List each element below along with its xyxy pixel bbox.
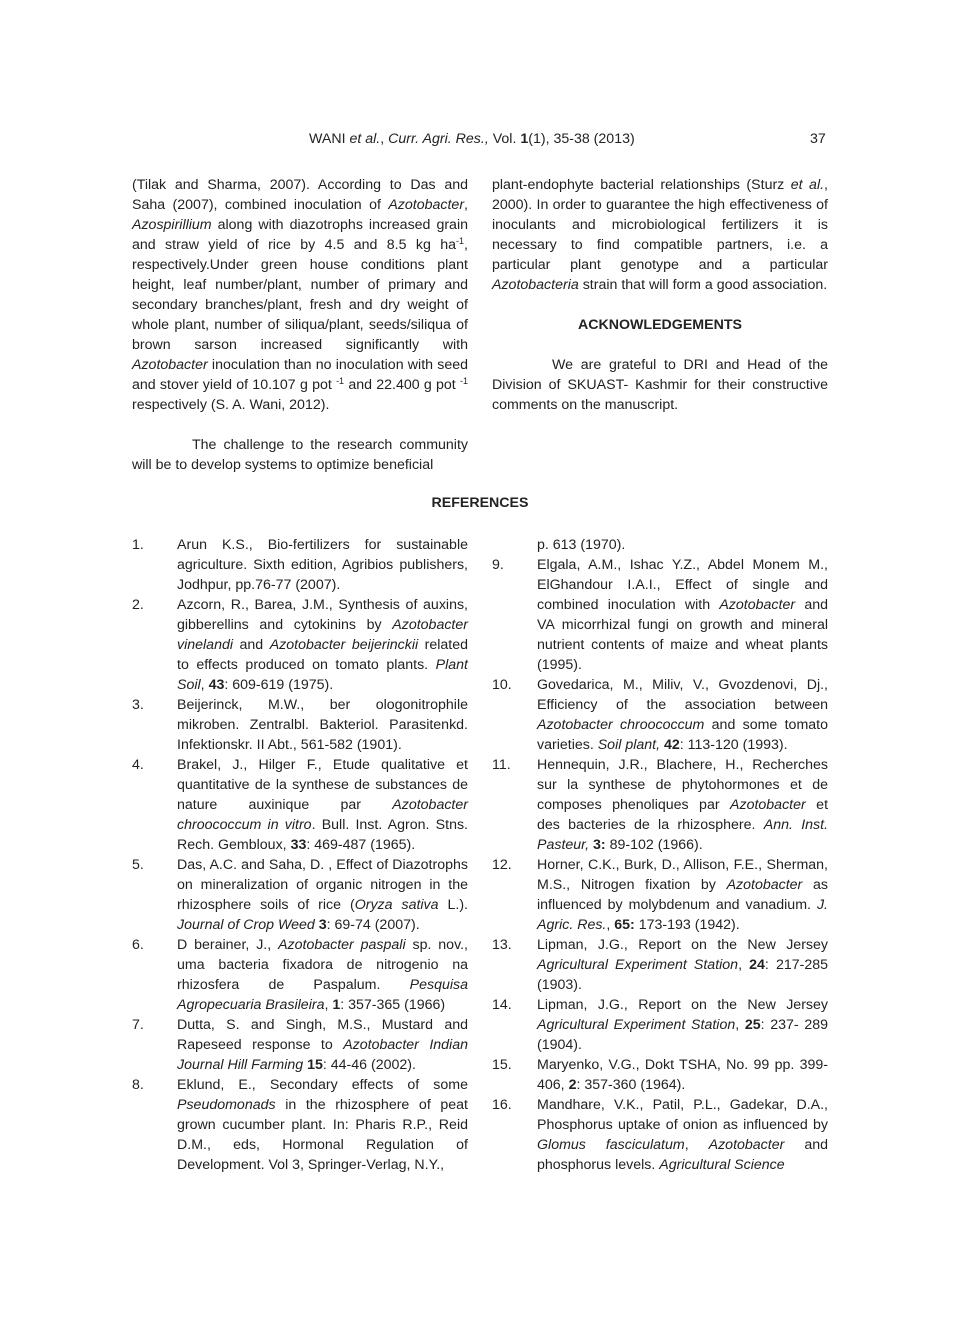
acknowledgements-text: We are grateful to DRI and Head of the Division of SKUAST- Kashmir for their constructive comments on the manuscript. (492, 357, 828, 413)
reference-text: Brakel, J., Hilger F., Etude qualitative et quantitative de la synthese de substances de nature auxinique par Azotobacter chroococcum in vitro. Bull. Inst. Agron. Stns. Rech. Gembloux, 33: 469-487 (1965). (177, 757, 468, 853)
reference-number: 15. (492, 1057, 512, 1073)
reference-text: Horner, C.K., Burk, D., Allison, F.E., Sherman, M.S., Nitrogen fixation by Azotobacter as influenced by molybdenum and vanadium. J. Agric. Res., 65: 173-193 (1942). (537, 857, 828, 933)
reference-continuation: p. 613 (1970). (537, 537, 626, 553)
reference-number: 13. (492, 937, 512, 953)
reference-item (132, 1015, 468, 1075)
reference-number: 6. (132, 937, 144, 953)
reference-item (132, 695, 468, 755)
reference-text: Elgala, A.M., Ishac Y.Z., Abdel Monem M., ElGhandour I.A.I., Effect of single and combined inoculation with Azotobacter and VA micorrhizal fungi on growth and mineral nutrient contents of maize and wheat plants (1995). (537, 557, 828, 673)
reference-text: Lipman, J.G., Report on the New Jersey Agricultural Experiment Station, 25: 237- 289 (1904). (537, 997, 828, 1053)
reference-item (492, 675, 828, 755)
reference-number: 4. (132, 757, 144, 773)
reference-text: Das, A.C. and Saha, D. , Effect of Diazotrophs on mineralization of organic nitrogen in the rhizosphere soils of rice (Oryza sativa L.). Journal of Crop Weed 3: 69-74 (2007). (177, 857, 468, 933)
journal-citation: WANI et al., Curr. Agri. Res., Vol. 1(1), 35-38 (2013) (309, 131, 635, 147)
acknowledgements-heading: ACKNOWLEDGEMENTS (578, 317, 742, 333)
reference-number: 1. (132, 537, 144, 553)
reference-text: Beijerinck, M.W., ber ologonitrophile mikroben. Zentralbl. Bakteriol. Parasitenkd. Infektionskr. II Abt., 561-582 (1901). (177, 697, 468, 753)
reference-text: Azcorn, R., Barea, J.M., Synthesis of auxins, gibberellins and cytokinins by Azotobacter vinelandi and Azotobacter beijerinckii related to effects produced on tomato plants. Plant Soil, 43: 609-619 (1975). (177, 597, 468, 693)
reference-text: Hennequin, J.R., Blachere, H., Recherches sur la synthese de phytohormones et de composes phenoliques par Azotobacter et des bacteries de la rhizosphere. Ann. Inst. Pasteur, 3: 89-102 (1966). (537, 757, 829, 853)
reference-number: 12. (492, 857, 512, 873)
page-number: 37 (810, 131, 826, 147)
reference-item (492, 855, 828, 935)
reference-item (132, 935, 468, 1015)
reference-text: D berainer, J., Azotobacter paspali sp. nov., uma bacteria fixadora de nitrogenio na rhizosfera de Paspalum. Pesquisa Agropecuaria Brasileira, 1: 357-365 (1966) (177, 937, 468, 1013)
reference-number: 14. (492, 997, 512, 1013)
reference-item (492, 935, 828, 995)
reference-item (132, 1075, 468, 1175)
reference-number: 7. (132, 1017, 144, 1033)
body-column-left (132, 175, 468, 475)
reference-text: Mandhare, V.K., Patil, P.L., Gadekar, D.A., Phosphorus uptake of onion as influenced by Glomus fasciculatum, Azotobacter and phosphorus levels. Agricultural Science (537, 1097, 828, 1173)
reference-number: 9. (492, 557, 504, 573)
reference-item (132, 595, 468, 695)
reference-number: 10. (492, 677, 512, 693)
reference-item (492, 1095, 828, 1175)
reference-text: Arun K.S., Bio-fertilizers for sustainable agriculture. Sixth edition, Agribios publishers, Jodhpur, pp.76-77 (2007). (177, 537, 468, 593)
reference-text: Maryenko, V.G., Dokt TSHA, No. 99 pp. 399-406, 2: 357-360 (1964). (537, 1057, 828, 1093)
references-heading: REFERENCES (431, 495, 529, 511)
reference-item (492, 555, 828, 675)
reference-text: Lipman, J.G., Report on the New Jersey Agricultural Experiment Station, 24: 217-285 (1903). (537, 937, 829, 993)
reference-list-left (132, 535, 468, 1175)
reference-text: Govedarica, M., Miliv, V., Gvozdenovi, Dj., Efficiency of the association between Azotobacter chroococcum and some tomato varieties. Soil plant, 42: 113-120 (1993). (537, 677, 828, 753)
reference-text: Dutta, S. and Singh, M.S., Mustard and Rapeseed response to Azotobacter Indian Journal Hill Farming 15: 44-46 (2002). (177, 1017, 468, 1073)
reference-number: 11. (492, 757, 511, 773)
running-head (0, 129, 960, 149)
reference-text: Eklund, E., Secondary effects of some Pseudomonads in the rhizosphere of peat grown cucumber plant. In: Pharis R.P., Reid D.M., eds, Hormonal Regulation of Development. Vol 3, Springer-Verlag, N.Y., (177, 1077, 468, 1173)
reference-item (132, 855, 468, 935)
reference-item (132, 755, 468, 855)
reference-list-right (492, 535, 828, 1175)
reference-item (492, 755, 828, 855)
reference-item (492, 1055, 828, 1095)
body-column-right (492, 175, 828, 415)
reference-number: 16. (492, 1097, 512, 1113)
reference-item (132, 535, 468, 595)
body-paragraph: The challenge to the research community will be to develop systems to optimize beneficial (132, 437, 468, 473)
reference-number: 8. (132, 1077, 144, 1093)
reference-item (492, 995, 828, 1055)
reference-number: 2. (132, 597, 144, 613)
body-paragraph: plant-endophyte bacterial relationships (Sturz et al., 2000). In order to guarantee the high effectiveness of inoculants and microbiological fertilizers it is necessary to find compatible partners, i.e. a particular plant genotype and a particular Azotobacteria strain that will form a good association. (492, 177, 828, 293)
reference-number: 3. (132, 697, 144, 713)
reference-number: 5. (132, 857, 144, 873)
body-paragraph: (Tilak and Sharma, 2007). According to Das and Saha (2007), combined inoculation of Azotobacter, Azospirillium along with diazotrophs increased grain and straw yield of rice by 4.5 and 8.5 kg $ha^{-1}$, respectively.Under green house conditions plant height, leaf number/plant, number of primary and secondary branches/plant, fresh and dry weight of whole plant, number of siliqua/plant, seeds/siliqua of brown sarson increased significantly with Azotobacter inoculation than no inoculation with seed and stover yield of 10.107 g pot $^{-1}$ and 22.400 g pot $^{-1}$ respectively (S. A. Wani, 2012). (132, 177, 469, 413)
